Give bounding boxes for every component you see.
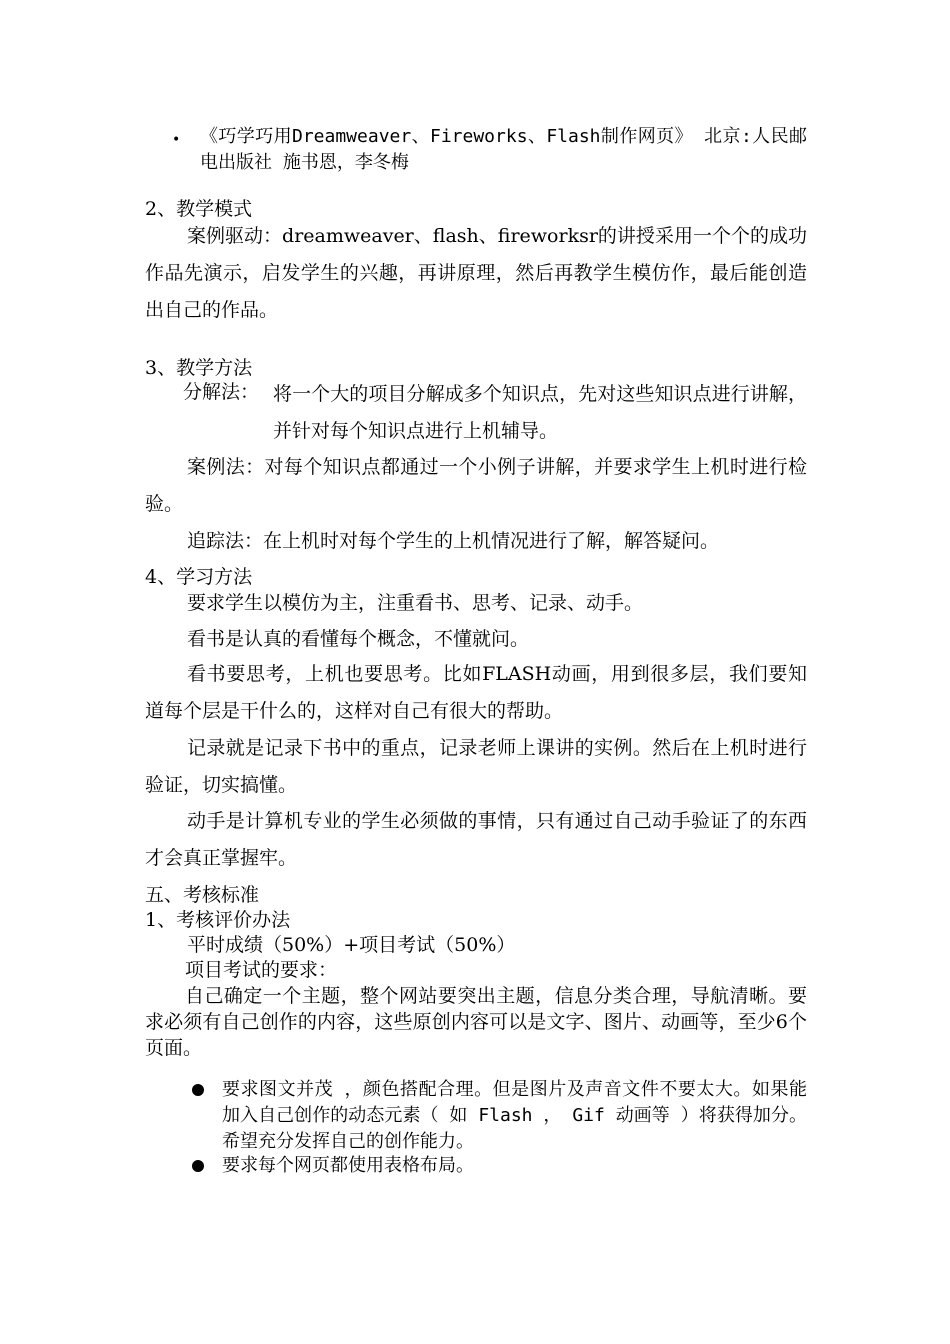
reference-bullet: •	[172, 132, 181, 148]
requirement-bullet-2: 要求每个网页都使用表格布局。	[222, 1155, 474, 1176]
reference-text: 《巧学巧用Dreamweaver、Fireworks、Flash制作网页》 北京:人民邮电出版社 施书恩，李冬梅	[200, 126, 807, 173]
assessment-subheading: 1、考核评价办法	[145, 909, 291, 931]
case-method-paragraph: 案例法：对每个知识点都通过一个小例子讲解，并要求学生上机时进行检验。	[145, 456, 807, 515]
assessment-heading: 五、考核标准	[145, 884, 260, 906]
learning-paragraph-4: 记录就是记录下书中的重点，记录老师上课讲的实例。然后在上机时进行验证，切实搞懂。	[145, 737, 807, 796]
bullet-dot-2	[192, 1160, 204, 1172]
learning-paragraph-3: 看书要思考，上机也要思考。比如FLASH动画，用到很多层，我们要知道每个层是干什么的，这样对自己有很大的帮助。	[145, 663, 807, 722]
grading-text: 平时成绩（50%）+项目考试（50%）	[187, 934, 516, 956]
teaching-mode-heading: 2、教学模式	[145, 198, 253, 220]
learning-method-heading: 4、学习方法	[145, 566, 253, 588]
requirement-title: 项目考试的要求：	[185, 959, 338, 981]
requirement-bullet-1: 要求图文并茂 ，颜色搭配合理。但是图片及声音文件不要太大。如果能加入自己创作的动态元素（ 如 Flash ， Gif 动画等 ）将获得加分。希望充分发挥自己的创作能力。	[222, 1079, 807, 1152]
learning-paragraph-1: 要求学生以模仿为主，注重看书、思考、记录、动手。	[187, 592, 644, 614]
learning-paragraph-5: 动手是计算机专业的学生必须做的事情，只有通过自己动手验证了的东西才会真正掌握牢。	[145, 810, 807, 869]
bullet-dot-1	[192, 1084, 204, 1096]
decompose-text: 将一个大的项目分解成多个知识点，先对这些知识点进行讲解，并针对每个知识点进行上机辅导。	[273, 383, 807, 442]
learning-paragraph-2: 看书是认真的看懂每个概念，不懂就问。	[187, 628, 530, 650]
teaching-mode-paragraph: 案例驱动：dreamweaver、flash、fireworksr的讲授采用一个个的成功作品先演示，启发学生的兴趣，再讲原理，然后再教学生模仿作，最后能创造出自己的作品。	[145, 225, 807, 321]
requirement-text: 自己确定一个主题，整个网站要突出主题，信息分类合理，导航清晰。要求必须有自己创作的内容，这些原创内容可以是文字、图片、动画等，至少6个页面。	[145, 985, 807, 1059]
decompose-label: 分解法：	[183, 381, 260, 403]
teaching-method-heading: 3、教学方法	[145, 357, 253, 379]
tracking-method-paragraph: 追踪法：在上机时对每个学生的上机情况进行了解，解答疑问。	[187, 530, 720, 552]
